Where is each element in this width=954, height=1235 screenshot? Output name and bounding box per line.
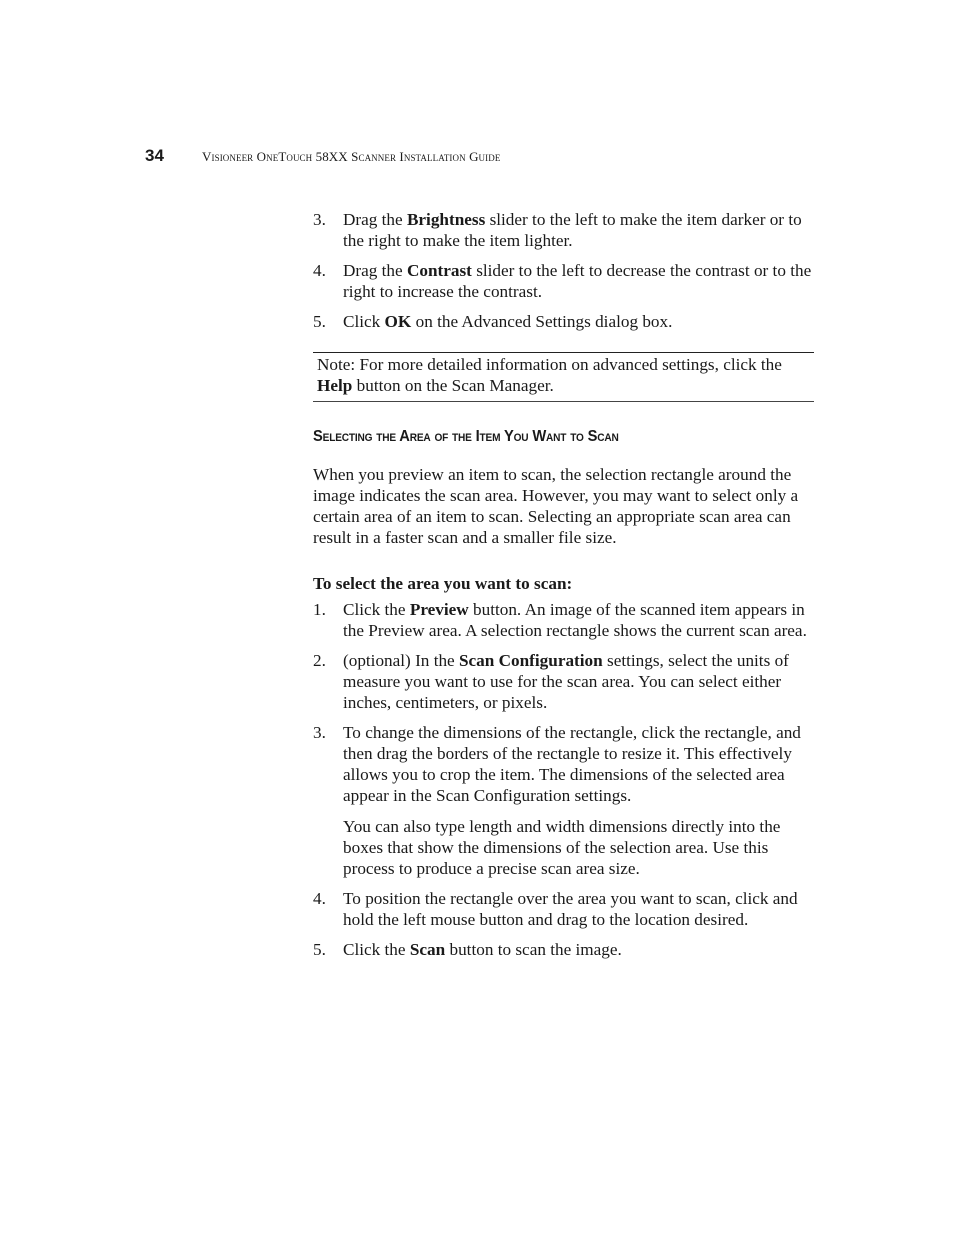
page-number: 34 — [145, 146, 164, 165]
ui-term: Contrast — [406, 261, 472, 280]
list-item — [313, 311, 814, 332]
note-label: Note — [317, 355, 351, 374]
ui-term: Brightness — [406, 210, 486, 229]
list-item — [313, 722, 814, 879]
list-item — [313, 939, 814, 960]
page-header — [145, 146, 500, 166]
step-text: Click the Scan button to scan the image. — [343, 940, 622, 959]
step-text: To change the dimensions of the rectangle, click the rectangle, and then drag the borders of the rectangle to resize it. This effectively allows you to crop the item. The dimensions of the selected area appear in the Scan Configuration settings. — [343, 723, 801, 805]
step-number: 3. — [313, 723, 326, 742]
note-text: button on the Scan Manager. — [352, 376, 554, 395]
step-number: 4. — [313, 261, 326, 280]
step-text: To position the rectangle over the area you want to scan, click and hold the left mouse button and drag to the location desired. — [343, 889, 798, 929]
procedure-steps-list — [313, 599, 814, 960]
ui-term: Help — [317, 376, 353, 395]
section-heading: Selecting the Area of the Item You Want to Scan — [313, 428, 619, 445]
step-number: 1. — [313, 600, 326, 619]
list-item — [313, 260, 814, 302]
step-text: Click OK on the Advanced Settings dialog box. — [343, 312, 673, 331]
running-title: Visioneer OneTouch 58XX Scanner Installation Guide — [202, 149, 501, 164]
step-text: Drag the Contrast slider to the left to decrease the contrast or to the right to increase the contrast. — [343, 261, 812, 301]
ui-term: Scan — [409, 940, 446, 959]
list-item — [313, 650, 814, 713]
step-number: 4. — [313, 889, 326, 908]
step-text: Click the Preview button. An image of the scanned item appears in the Preview area. A selection rectangle shows the current scan area. — [343, 600, 807, 640]
step-number: 5. — [313, 940, 326, 959]
list-item — [313, 209, 814, 251]
note-box — [313, 352, 814, 402]
ui-term: Preview — [409, 600, 469, 619]
main-content — [313, 209, 814, 969]
step-number: 3. — [313, 210, 326, 229]
list-item — [313, 599, 814, 641]
step-number: 5. — [313, 312, 326, 331]
step-number: 2. — [313, 651, 326, 670]
list-item — [313, 888, 814, 930]
step-subparagraph: You can also type length and width dimensions directly into the boxes that show the dimensions of the selection area. Use this process to produce a precise scan area size. — [343, 817, 781, 878]
procedure-heading: To select the area you want to scan: — [313, 574, 573, 593]
ui-term: OK — [384, 312, 412, 331]
note-text: : For more detailed information on advanced settings, click the — [350, 355, 782, 374]
intro-paragraph: When you preview an item to scan, the selection rectangle around the image indicates the scan area. However, you may want to select only a certain area of an item to scan. Selecting an appropriate scan area can result in a faster scan and a smaller file size. — [313, 465, 799, 547]
step-text: Drag the Brightness slider to the left to make the item darker or to the right to make the item lighter. — [343, 210, 802, 250]
continued-steps-list — [313, 209, 814, 332]
ui-term: Scan Configuration — [458, 651, 603, 670]
step-text: (optional) In the Scan Configuration settings, select the units of measure you want to use for the scan area. You can select either inches, centimeters, or pixels. — [343, 651, 789, 712]
